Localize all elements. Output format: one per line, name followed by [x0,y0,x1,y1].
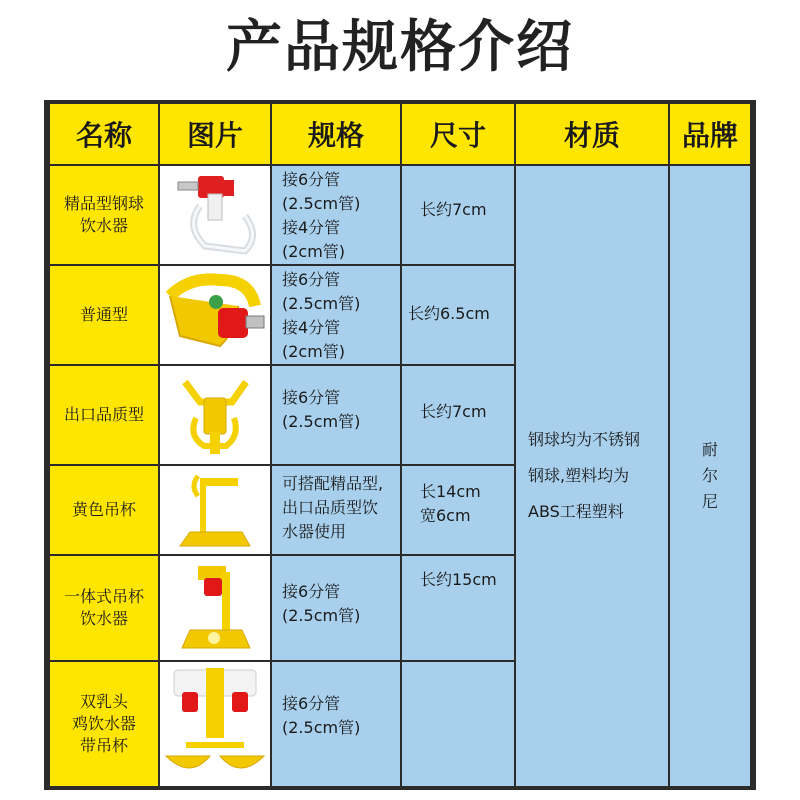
row-5-name: 一体式吊杯 饮水器 [50,556,158,660]
row-2-picture [160,266,270,364]
row-5-picture [160,556,270,660]
material-cell: 钢球均为不锈钢 钢球,塑料均为 ABS工程塑料 [516,166,668,786]
header-brand: 品牌 [670,104,750,164]
row-3-name: 出口品质型 [50,366,158,464]
header-material: 材质 [516,104,668,164]
brand-cell: 耐 尔 尼 [670,166,750,786]
nipple-drinker-yellow-icon [160,266,270,364]
page-title: 产品规格介绍 [226,15,574,80]
row-2-name: 普通型 [50,266,158,364]
nipple-drinker-export-icon [160,366,270,464]
header-name: 名称 [50,104,158,164]
row-1-spec: 接6分管 (2.5cm管) 接4分管 (2cm管) [272,166,400,264]
row-3-size: 长约7cm [402,366,514,464]
row-6-size [402,662,514,786]
nipple-drinker-red-white-icon [160,166,270,264]
double-nipple-cup-drinker-icon [160,662,270,786]
row-4-name: 黄色吊杯 [50,466,158,554]
row-1-name: 精品型钢球 饮水器 [50,166,158,264]
row-2-spec: 接6分管 (2.5cm管) 接4分管 (2cm管) [272,266,400,364]
header-spec: 规格 [272,104,400,164]
row-6-name: 双乳头 鸡饮水器 带吊杯 [50,662,158,786]
row-1-size: 长约7cm [402,166,514,264]
row-6-picture [160,662,270,786]
row-6-spec: 接6分管 (2.5cm管) [272,662,400,786]
header-size: 尺寸 [402,104,514,164]
row-3-spec: 接6分管 (2.5cm管) [272,366,400,464]
header-picture: 图片 [160,104,270,164]
row-5-spec: 接6分管 (2.5cm管) [272,556,400,660]
spec-table [44,100,756,790]
integrated-cup-drinker-icon [160,556,270,660]
row-4-spec: 可搭配精品型, 出口品质型饮 水器使用 [272,466,400,554]
yellow-drip-cup-icon [160,466,270,554]
row-5-size: 长约15cm [402,556,514,660]
row-3-picture [160,366,270,464]
row-4-size: 长14cm 宽6cm [402,466,514,554]
row-1-picture [160,166,270,264]
row-4-picture [160,466,270,554]
row-2-size: 长约6.5cm [402,266,514,364]
